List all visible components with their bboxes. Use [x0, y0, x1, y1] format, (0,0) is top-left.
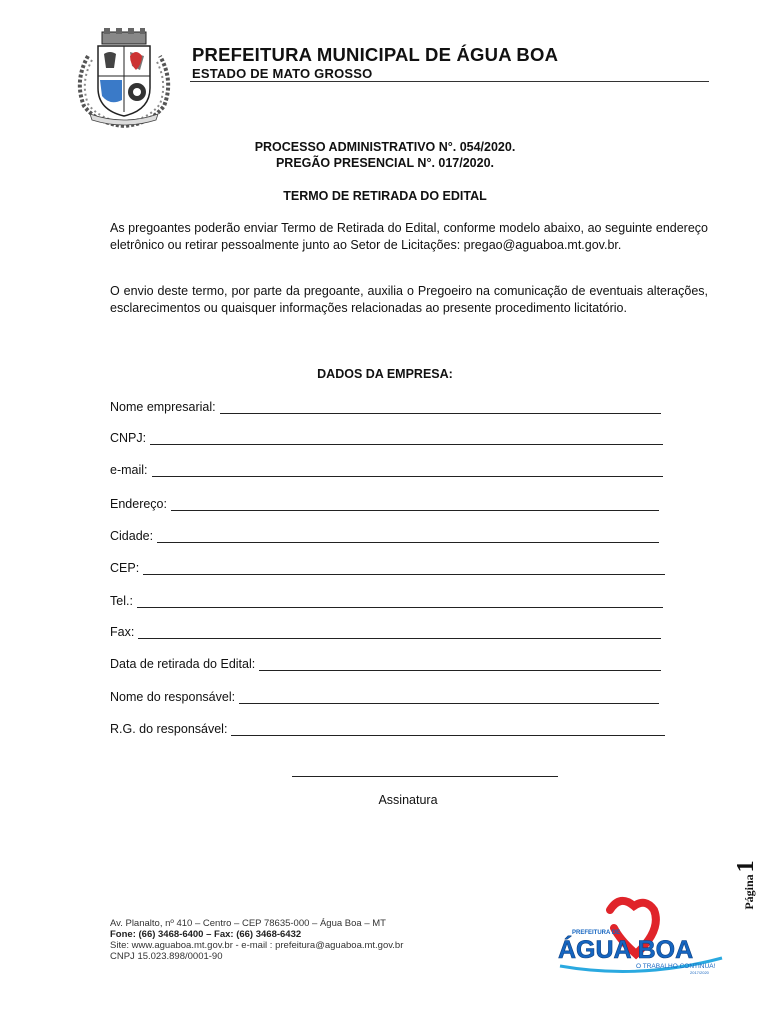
field-cnpj[interactable] [110, 427, 663, 445]
agua-boa-logo [550, 896, 730, 978]
header-subtitle: ESTADO DE MATO GROSSO [192, 66, 373, 81]
field-tel[interactable] [110, 590, 663, 608]
page-word: Página [742, 874, 756, 910]
fill-line[interactable] [259, 657, 661, 671]
page-number [733, 855, 759, 915]
header-divider [190, 81, 709, 82]
field-data-retirada[interactable] [110, 653, 661, 671]
field-label: Nome empresarial: [110, 400, 216, 414]
fill-line[interactable] [239, 690, 659, 704]
field-endereco[interactable] [110, 493, 659, 511]
field-nome-empresarial[interactable] [110, 396, 661, 414]
logo-slogan: O TRABALHO CONTINUA! [636, 963, 716, 970]
purpose-paragraph: O envio deste termo, por parte da pregoante, auxilia o Pregoeiro na comunicação de eventuais alterações, esclarecimentos ou quaisquer informações relacionadas ao presente procedimento licitatório. [110, 284, 708, 315]
fill-line[interactable] [138, 625, 661, 639]
logo-main-text: ÁGUA BOA [558, 936, 694, 964]
signature-label: Assinatura [378, 793, 438, 807]
municipal-coat-of-arms-icon [70, 26, 178, 128]
form-heading: DADOS DA EMPRESA: [317, 367, 453, 381]
fill-line[interactable] [143, 561, 665, 575]
field-label: Nome do responsável: [110, 690, 236, 704]
fill-line[interactable] [152, 463, 663, 477]
process-number: PROCESSO ADMINISTRATIVO N°. 054/2020. [254, 140, 516, 154]
field-cidade[interactable] [110, 525, 659, 543]
fill-line[interactable] [137, 594, 663, 608]
field-label: Endereço: [110, 497, 167, 511]
field-label: Fax: [110, 625, 135, 639]
fill-line[interactable] [231, 722, 665, 736]
footer-address: Av. Planalto, nº 410 – Centro – CEP 78635-000 – Água Boa – MT [110, 918, 386, 929]
signature-line[interactable] [292, 776, 558, 777]
field-fax[interactable] [110, 621, 661, 639]
fill-line[interactable] [220, 400, 661, 414]
fill-line[interactable] [171, 497, 659, 511]
footer-cnpj: CNPJ 15.023.898/0001-90 [110, 951, 223, 962]
field-cep[interactable] [110, 557, 665, 575]
pregao-number: PREGÃO PRESENCIAL N°. 017/2020. [275, 156, 495, 170]
footer-contact [110, 918, 403, 962]
field-nome-responsavel[interactable] [110, 686, 659, 704]
page-digit: 1 [733, 860, 759, 873]
document-title: TERMO DE RETIRADA DO EDITAL [283, 189, 487, 203]
logo-years: 2017/2020 [690, 970, 709, 975]
field-label: R.G. do responsável: [110, 722, 228, 736]
field-rg-responsavel[interactable] [110, 718, 665, 736]
field-label: Tel.: [110, 594, 133, 608]
footer-site: Site: www.aguaboa.mt.gov.br - e-mail : prefeitura@aguaboa.mt.gov.br [110, 940, 404, 951]
field-label: e-mail: [110, 463, 148, 477]
footer-phone: Fone: (66) 3468-6400 – Fax: (66) 3468-6432 [110, 929, 302, 940]
field-label: Cidade: [110, 529, 154, 543]
fill-line[interactable] [150, 431, 663, 445]
field-label: CNPJ: [110, 431, 147, 445]
field-email[interactable] [110, 459, 663, 477]
instructions-paragraph: As pregoantes poderão enviar Termo de Retirada do Edital, conforme modelo abaixo, ao seguinte endereço eletrônico ou retirar pessoalmente junto ao Setor de Licitações: pregao@aguaboa.mt.gov.br. [110, 221, 708, 252]
fill-line[interactable] [157, 529, 659, 543]
field-label: CEP: [110, 561, 140, 575]
logo-top-text: PREFEITURA DE [572, 930, 621, 936]
header-title: PREFEITURA MUNICIPAL DE ÁGUA BOA [192, 44, 559, 65]
field-label: Data de retirada do Edital: [110, 657, 256, 671]
